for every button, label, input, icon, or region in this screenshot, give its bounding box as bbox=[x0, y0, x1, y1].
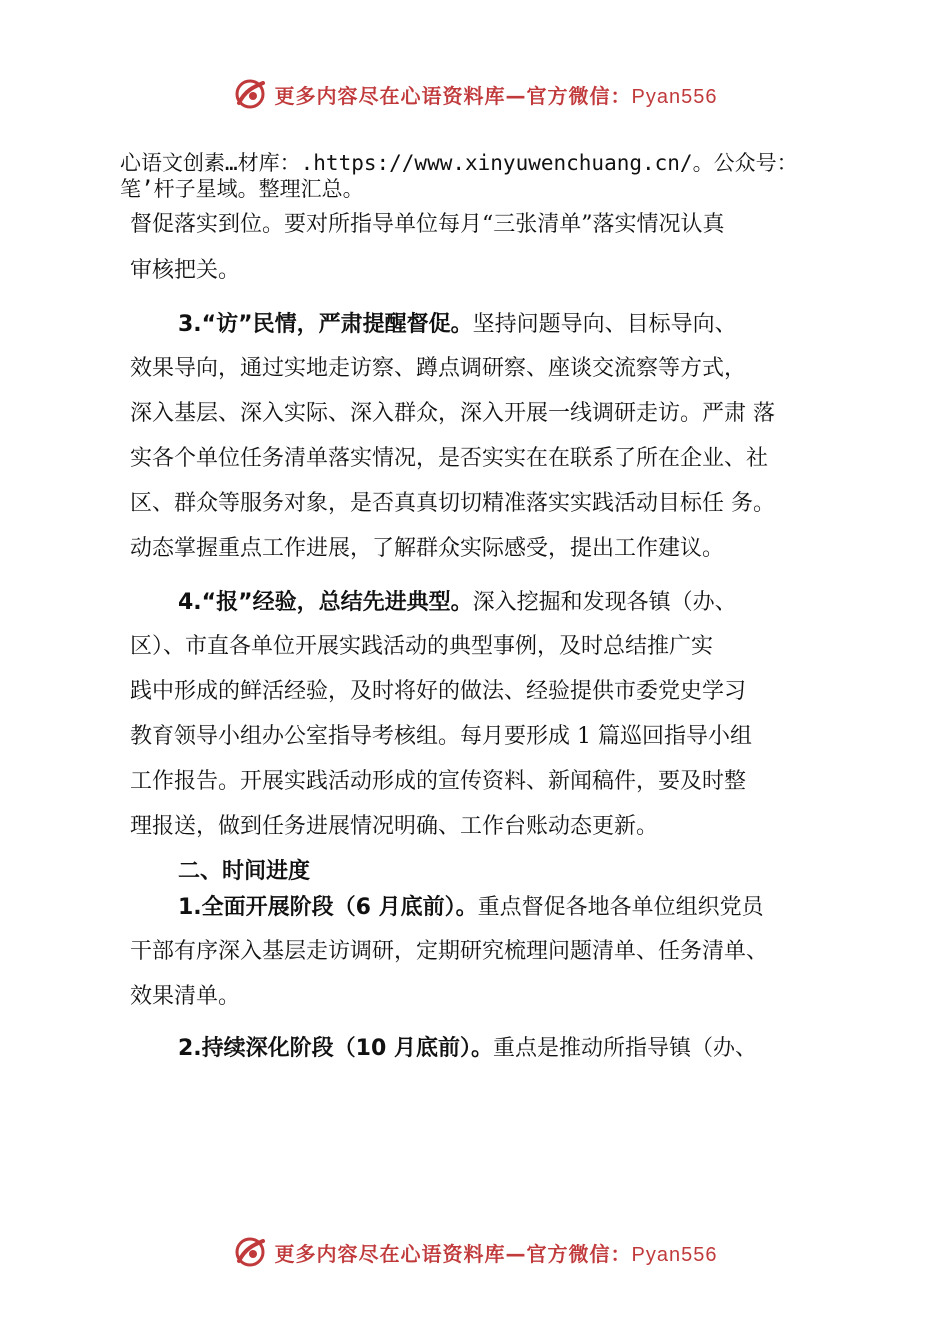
body-line: 动态掌握重点工作进展，了解群众实际感受，提出工作建议。 bbox=[130, 536, 725, 561]
banner-text: 更多内容尽在心语资料库—官方微信：Pyan556 bbox=[274, 83, 718, 108]
body-line: 实各个单位任务清单落实情况，是否实实在在联系了所在企业、社 bbox=[130, 446, 769, 471]
ink-brush-logo-icon bbox=[233, 77, 267, 111]
body-line: 理报送，做到任务进展情况明确、工作台账动态更新。 bbox=[130, 814, 659, 839]
body-line: 教育领导小组办公室指导考核组。每月要形成 1 篇巡回指导小组 bbox=[130, 724, 752, 749]
body-line: 区）、市直各单位开展实践活动的典型事例，及时总结推广实 bbox=[130, 634, 714, 659]
header-note-line-1: 心语文创素…材库：.https://www.xinyuwenchuang.cn/。公众号： bbox=[120, 151, 798, 175]
body-line: 干部有序深入基层走访调研，定期研究梳理问题清单、任务清单、 bbox=[130, 939, 769, 964]
paragraph-4-heading bbox=[178, 588, 737, 618]
header-note-line-2: 笔’杆子星域。整理汇总。 bbox=[120, 177, 364, 201]
body-line: 践中形成的鲜活经验，及时将好的做法、经验提供市委党史学习 bbox=[130, 679, 747, 704]
stage-1-bold: 1.全面开展阶段（6 月底前）。 bbox=[178, 895, 478, 920]
section-heading-time-progress: 二、时间进度 bbox=[178, 859, 311, 884]
body-line: 工作报告。开展实践活动形成的宣传资料、新闻稿件，要及时整 bbox=[130, 769, 747, 794]
body-line: 督促落实到位。要对所指导单位每月“三张清单”落实情况认真 bbox=[130, 212, 725, 237]
bottom-banner bbox=[0, 1232, 950, 1272]
stage-1-heading bbox=[178, 893, 764, 923]
paragraph-3-rest: 坚持问题导向、目标导向、 bbox=[472, 312, 737, 337]
paragraph-3-bold: 3.“访”民情，严肃提醒督促。 bbox=[178, 312, 473, 337]
body-line: 审核把关。 bbox=[130, 258, 241, 283]
body-line: 区、群众等服务对象，是否真真切切精准落实实践活动目标任 务。 bbox=[130, 491, 775, 516]
paragraph-4-rest: 深入挖掘和发现各镇（办、 bbox=[472, 590, 737, 615]
stage-1-rest: 重点督促各地各单位组织党员 bbox=[477, 895, 764, 920]
paragraph-3-heading bbox=[178, 310, 737, 340]
stage-2-rest: 重点是推动所指导镇（办、 bbox=[492, 1036, 757, 1061]
paragraph-4-bold: 4.“报”经验，总结先进典型。 bbox=[178, 590, 473, 615]
stage-2-heading bbox=[178, 1034, 757, 1064]
body-line: 效果导向，通过实地走访察、蹲点调研察、座谈交流察等方式， bbox=[130, 356, 747, 381]
body-line: 效果清单。 bbox=[130, 984, 241, 1009]
body-line: 深入基层、深入实际、深入群众，深入开展一线调研走访。严肃 落 bbox=[130, 401, 775, 426]
ink-brush-logo-icon bbox=[233, 1235, 267, 1269]
top-banner bbox=[0, 74, 950, 114]
banner-text: 更多内容尽在心语资料库—官方微信：Pyan556 bbox=[274, 1241, 718, 1266]
stage-2-bold: 2.持续深化阶段（10 月底前）。 bbox=[178, 1036, 493, 1061]
